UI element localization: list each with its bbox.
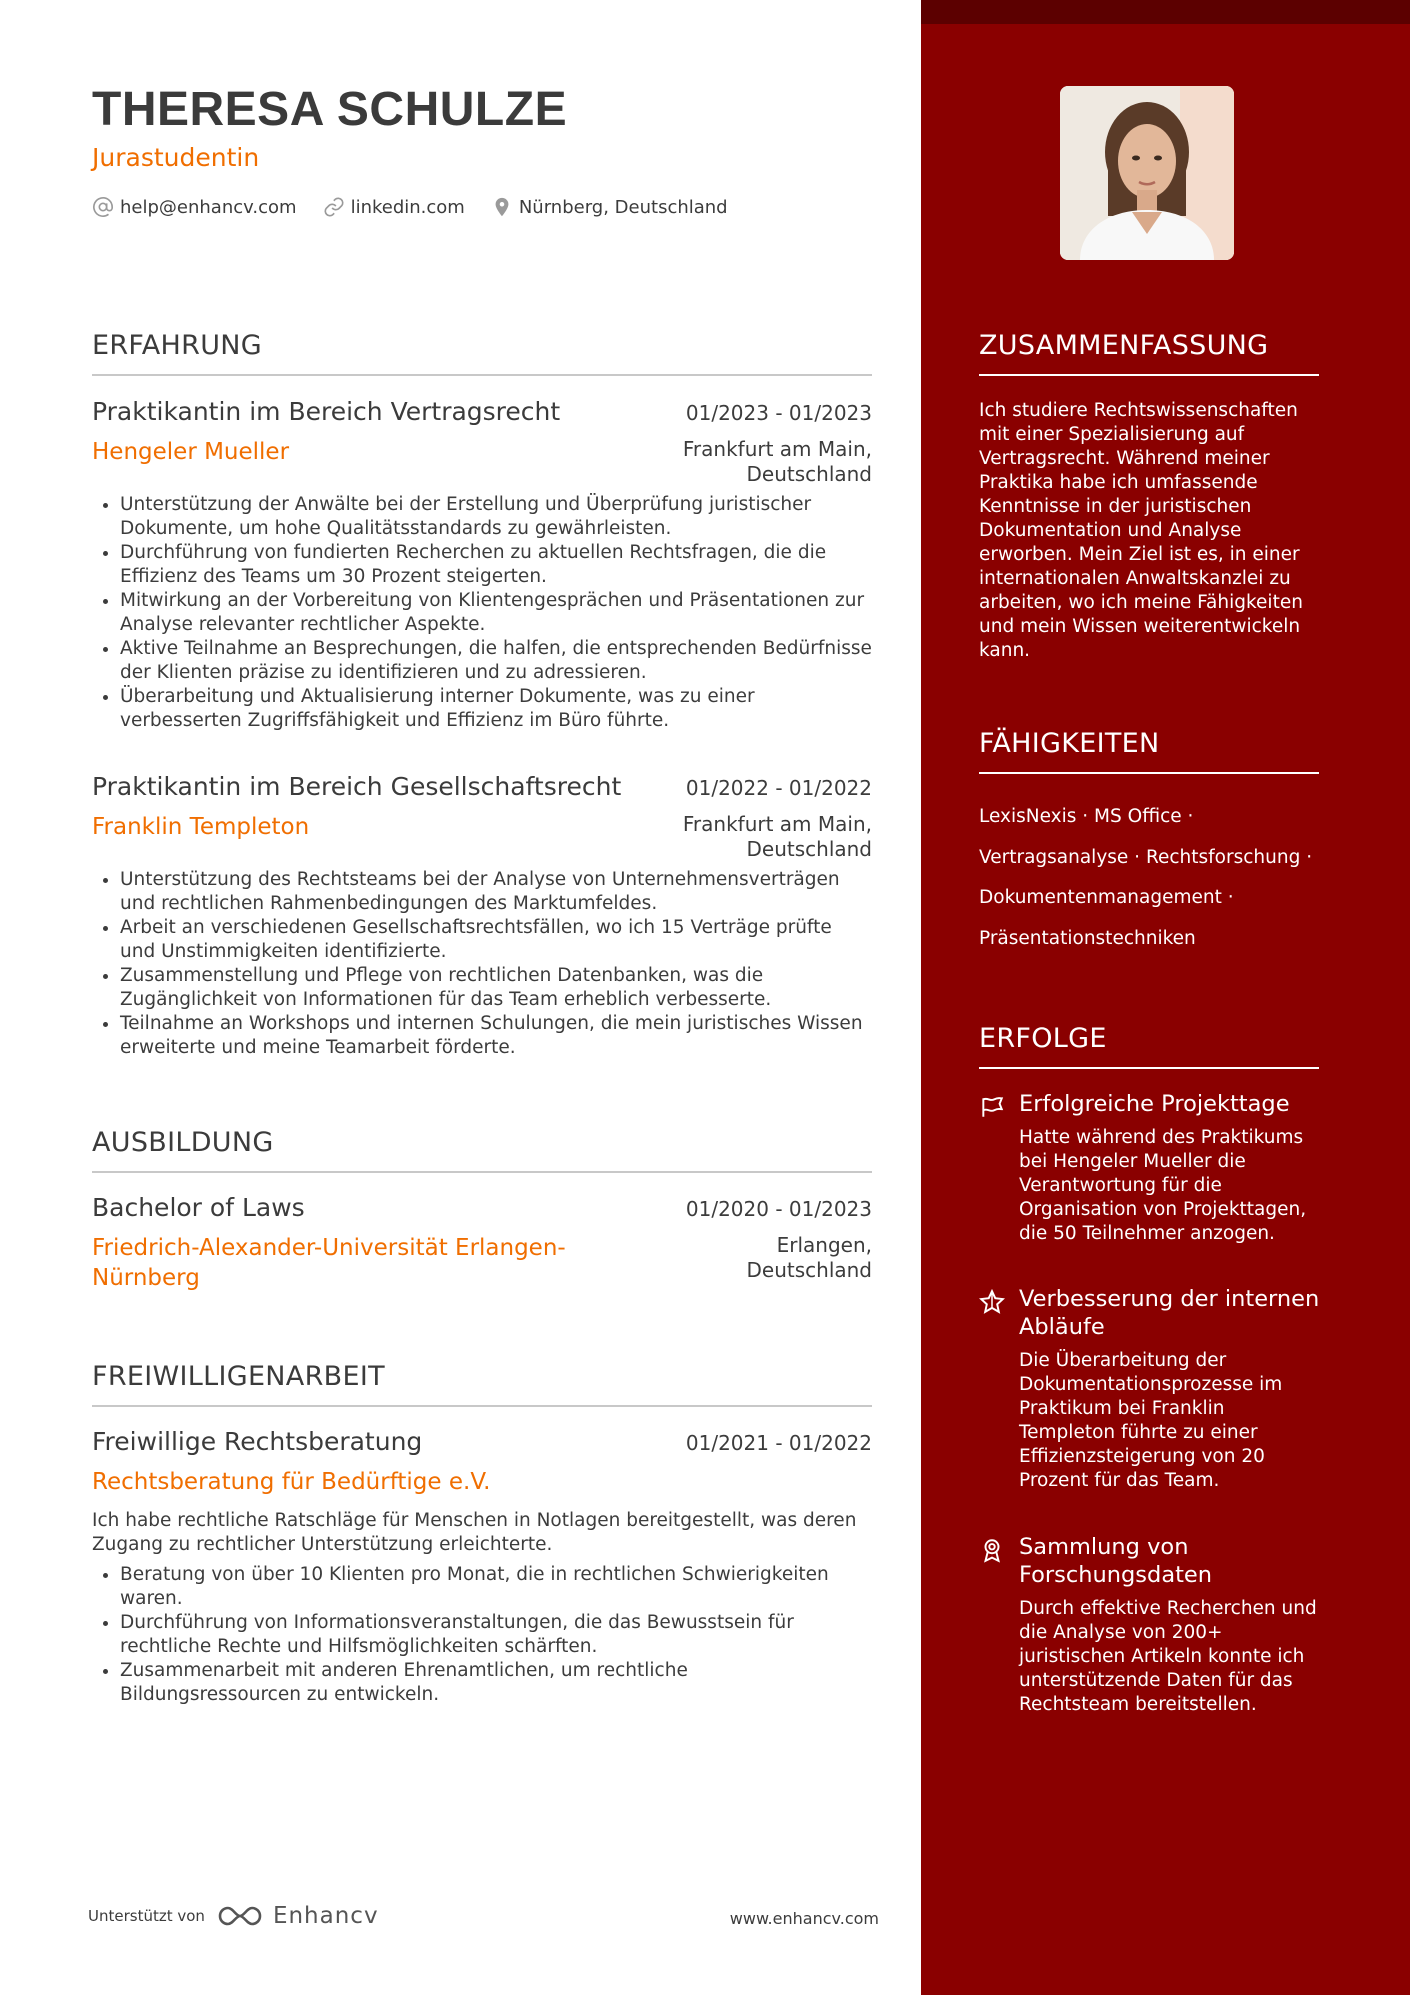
location-pin-icon (491, 196, 513, 218)
volunteer-heading: FREIWILLIGENARBEIT (92, 1361, 872, 1407)
school-name-line: Friedrich-Alexander-Universität Erlangen- (92, 1235, 566, 1261)
achievement-text: Die Überarbeitung der Dokumentationsprozesse im Praktikum bei Franklin Templeton führte zu einer Effizienzsteigerung von 20 Prozent für das Team. (1019, 1350, 1283, 1491)
bullet-item: • Teilnahme an Workshops und internen Schulungen, die mein juristisches Wissen erweiterte und meine Teamarbeit förderte. (120, 1012, 872, 1060)
skill-separator: · (1300, 846, 1313, 868)
contact-row (92, 196, 754, 218)
bullet-item: • Durchführung von Informationsveranstaltungen, die das Bewusstsein für rechtliche Rechte und Hilfsmöglichkeiten schärften. (120, 1611, 872, 1659)
bullet-item: • Zusammenarbeit mit anderen Ehrenamtlichen, um rechtliche Bildungsressourcen zu entwickeln. (120, 1659, 872, 1707)
sidebar-top-bar (921, 0, 1410, 24)
job-location-line: Deutschland (746, 837, 872, 861)
job-date: 01/2022 - 01/2022 (685, 776, 872, 800)
job-date: 01/2023 - 01/2023 (685, 401, 872, 425)
school-name-line: Nürnberg (92, 1265, 200, 1291)
achievement-title: Verbesserung der internen Abläufe (1019, 1286, 1320, 1340)
contact-email[interactable] (92, 196, 297, 218)
education-heading: AUSBILDUNG (92, 1127, 872, 1173)
bullet-item: • Unterstützung des Rechtsteams bei der Analyse von Unternehmensverträgen und rechtlichen Rahmenbedingungen des Marktumfeldes. (120, 868, 872, 916)
portrait-illustration (1060, 86, 1234, 260)
award-icon (979, 1537, 1005, 1563)
bullet-item: • Mitwirkung an der Vorbereitung von Klientengesprächen und Präsentationen zur Analyse relevanter rechtlicher Aspekte. (120, 589, 872, 637)
bullet-item: • Aktive Teilnahme an Besprechungen, die halfen, die entsprechenden Bedürfnisse der Klienten präzise zu identifizieren und zu adressieren. (120, 637, 872, 685)
linkedin-text: linkedin.com (350, 196, 465, 218)
achievements-heading: ERFOLGE (979, 1023, 1319, 1069)
volunteer-entry (92, 1426, 872, 1707)
achievement-item (979, 1285, 1324, 1493)
powered-by-text: Unterstützt von (88, 1907, 205, 1925)
volunteer-date: 01/2021 - 01/2022 (685, 1431, 872, 1455)
achievement-item (979, 1090, 1324, 1246)
contact-location (491, 196, 728, 218)
company-name: Franklin Templeton (92, 814, 310, 840)
skill-item: Vertragsanalyse (979, 846, 1129, 868)
enhancv-logo-icon (217, 1904, 265, 1928)
skill-separator: · (1076, 806, 1095, 827)
candidate-role: Jurastudentin (92, 143, 260, 172)
bullet-item: • Überarbeitung und Aktualisierung interner Dokumente, was zu einer verbesserten Zugriffsfähigkeit und Effizienz im Büro führte. (120, 685, 872, 733)
skill-separator: · (1221, 887, 1234, 908)
experience-entry (92, 396, 872, 733)
bullet-item: • Durchführung von fundierten Recherchen zu aktuellen Rechtsfragen, die die Effizienz des Teams um 30 Prozent steigerten. (120, 541, 872, 589)
education-date: 01/2020 - 01/2023 (685, 1197, 872, 1221)
school-name (92, 1233, 566, 1293)
skills-heading: FÄHIGKEITEN (979, 728, 1319, 774)
summary-text: Ich studiere Rechtswissenschaften mit einer Spezialisierung auf Vertragsrecht. Während meiner Praktika habe ich umfassende Kenntnisse in der juristischen Dokumentation und Analyse erworben. Mein Ziel ist es, in einer internationalen Anwaltskanzlei zu arbeiten, wo ich meine Fähigkeiten und mein Wissen weiterentwickeln kann. (979, 400, 1303, 661)
summary-heading: ZUSAMMENFASSUNG (979, 330, 1319, 376)
candidate-name: THERESA SCHULZE (92, 83, 568, 136)
education-entry (92, 1192, 872, 1293)
skill-item: Dokumentenmanagement (979, 887, 1222, 908)
bullet-item: • Zusammenstellung und Pflege von rechtlichen Datenbanken, was die Zugänglichkeit von Informationen für das Team erheblich verbesserte. (120, 964, 872, 1012)
job-title: Praktikantin im Bereich Gesellschaftsrecht (92, 772, 622, 801)
skill-separator: · (1181, 806, 1194, 827)
job-location-line: Deutschland (746, 462, 872, 486)
enhancv-brand-text: Enhancv (272, 1903, 379, 1929)
contact-linkedin[interactable] (323, 196, 465, 218)
job-bullets (92, 493, 872, 733)
email-text: help@enhancv.com (120, 196, 297, 218)
volunteer-role: Freiwillige Rechtsberatung (92, 1427, 423, 1456)
company-name: Hengeler Mueller (92, 439, 290, 465)
star-icon (979, 1289, 1005, 1315)
achievement-title: Sammlung von Forschungsdaten (1019, 1534, 1213, 1588)
achievement-title: Erfolgreiche Projekttage (1019, 1091, 1290, 1117)
volunteer-org: Rechtsberatung für Bedürftige e.V. (92, 1469, 491, 1495)
bullet-item: • Unterstützung der Anwälte bei der Erstellung und Überprüfung juristischer Dokumente, um hohe Qualitätsstandards zu gewährleisten. (120, 493, 872, 541)
volunteer-bullets (92, 1563, 872, 1707)
job-location-line: Frankfurt am Main, (682, 812, 872, 836)
bullet-item: • Arbeit an verschiedenen Gesellschaftsrechtsfällen, wo ich 15 Verträge prüfte und Unstimmigkeiten identifizierte. (120, 916, 872, 964)
location-text: Nürnberg, Deutschland (518, 196, 728, 218)
skill-item: MS Office (1094, 806, 1182, 827)
footer-website[interactable]: www.enhancv.com (729, 1909, 879, 1928)
job-location (683, 812, 872, 862)
achievement-text: Durch effektive Recherchen und die Analyse von 200+ juristischen Artikeln konnte ich unterstützende Daten für das Rechtsteam bereitstellen. (1019, 1598, 1317, 1715)
job-location-line: Frankfurt am Main, (682, 437, 872, 461)
degree-title: Bachelor of Laws (92, 1193, 305, 1222)
skill-item: Rechtsforschung (1145, 846, 1301, 868)
education-location-line: Erlangen, (776, 1233, 872, 1257)
enhancv-logo[interactable] (217, 1903, 379, 1929)
skill-separator: · (1128, 846, 1146, 868)
at-icon (92, 196, 114, 218)
volunteer-description: Ich habe rechtliche Ratschläge für Menschen in Notlagen bereitgestellt, was deren Zugang zu rechtlicher Unterstützung erleichterte. (92, 1510, 857, 1555)
education-location (747, 1233, 873, 1283)
job-location (683, 437, 872, 487)
profile-photo (1060, 86, 1234, 260)
experience-heading: ERFAHRUNG (92, 330, 872, 376)
skills-list (979, 797, 1324, 959)
education-location-line: Deutschland (746, 1258, 872, 1282)
link-icon (323, 196, 345, 218)
bullet-item: • Beratung von über 10 Klienten pro Monat, die in rechtlichen Schwierigkeiten waren. (120, 1563, 872, 1611)
achievement-item (979, 1533, 1324, 1717)
experience-entry (92, 771, 872, 1060)
flag-icon (979, 1094, 1005, 1120)
job-bullets (92, 868, 872, 1060)
sidebar (921, 0, 1410, 1995)
achievement-text: Hatte während des Praktikums bei Hengeler Mueller die Verantwortung für die Organisation von Projekttagen, die 50 Teilnehmer anzogen. (1019, 1127, 1307, 1244)
footer-powered-by (88, 1903, 379, 1929)
job-title: Praktikantin im Bereich Vertragsrecht (92, 397, 561, 426)
skill-item: Präsentationstechniken (979, 927, 1196, 949)
skill-item: LexisNexis (979, 806, 1077, 827)
